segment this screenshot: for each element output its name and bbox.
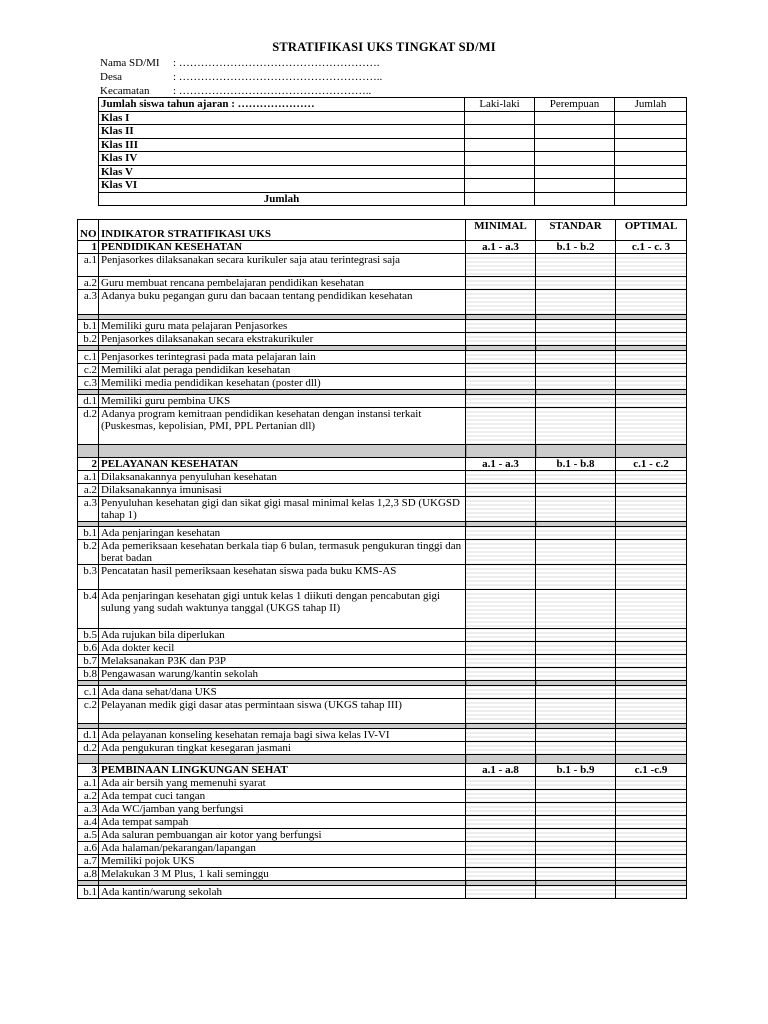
female-count-cell[interactable] (535, 179, 615, 193)
standar-check-cell[interactable] (536, 364, 616, 377)
minimal-check-cell[interactable] (466, 868, 536, 881)
indicator-code: a.4 (78, 816, 99, 829)
optimal-check-cell[interactable] (616, 484, 687, 497)
indicator-text: Memiliki guru mata pelajaran Penjasorkes (99, 320, 466, 333)
optimal-check-cell[interactable] (616, 351, 687, 364)
indicator-text: Ada kantin/warung sekolah (99, 886, 466, 899)
district-field[interactable]: : …………………………………………….. (173, 85, 372, 97)
indicator-text: Dilaksanakannya penyuluhan kesehatan (99, 471, 466, 484)
male-count-cell[interactable] (465, 152, 535, 166)
grand-total-cell[interactable] (615, 192, 687, 206)
indicator-text: Ada WC/jamban yang berfungsi (99, 803, 466, 816)
section-optimal-range: c.1 - c. 3 (616, 241, 687, 254)
total-column-header: Jumlah (615, 98, 687, 112)
standar-check-cell[interactable] (536, 790, 616, 803)
class-row (99, 138, 687, 152)
indicator-code: a.3 (78, 803, 99, 816)
section-title: PENDIDIKAN KESEHATAN (99, 241, 466, 254)
female-count-cell[interactable] (535, 152, 615, 166)
standar-check-cell[interactable] (536, 254, 616, 277)
total-count-cell[interactable] (615, 138, 687, 152)
indicator-text: Pencatatan hasil pemeriksaan kesehatan siswa pada buku KMS-AS (99, 565, 466, 590)
separator-cell (466, 755, 536, 764)
optimal-check-cell[interactable] (616, 408, 687, 445)
minimal-check-cell[interactable] (466, 590, 536, 629)
class-label: Klas I (99, 111, 465, 125)
minimal-check-cell[interactable] (466, 686, 536, 699)
minimal-check-cell[interactable] (466, 484, 536, 497)
indicator-code: b.6 (78, 642, 99, 655)
female-column-header: Perempuan (535, 98, 615, 112)
indicator-code: d.1 (78, 729, 99, 742)
separator-cell (466, 445, 536, 458)
indicator-row (78, 816, 687, 829)
minimal-check-cell[interactable] (466, 642, 536, 655)
indicator-text: Ada dokter kecil (99, 642, 466, 655)
district-line[interactable] (100, 84, 371, 98)
minimal-check-cell[interactable] (466, 629, 536, 642)
indicator-text: Penjasorkes dilaksanakan secara kurikuler saja atau terintegrasi saja (99, 254, 466, 277)
indicator-text: Ada tempat cuci tangan (99, 790, 466, 803)
optimal-check-cell[interactable] (616, 742, 687, 755)
standar-check-cell[interactable] (536, 377, 616, 390)
indicator-row (78, 333, 687, 346)
indicator-table (77, 219, 687, 899)
indicator-row (78, 254, 687, 277)
standar-check-cell[interactable] (536, 868, 616, 881)
standar-check-cell[interactable] (536, 351, 616, 364)
separator-cell (78, 755, 99, 764)
standar-check-cell[interactable] (536, 803, 616, 816)
section-standar-range: b.1 - b.9 (536, 764, 616, 777)
indicator-code: a.3 (78, 497, 99, 522)
minimal-check-cell[interactable] (466, 790, 536, 803)
minimal-check-cell[interactable] (466, 729, 536, 742)
standar-check-cell[interactable] (536, 395, 616, 408)
no-column-header: NO (78, 220, 99, 241)
class-row (99, 165, 687, 179)
standar-check-cell[interactable] (536, 565, 616, 590)
standar-check-cell[interactable] (536, 277, 616, 290)
total-row (99, 192, 687, 206)
indicator-code: b.1 (78, 886, 99, 899)
minimal-column-header: MINIMAL (466, 220, 536, 241)
optimal-check-cell[interactable] (616, 886, 687, 899)
minimal-check-cell[interactable] (466, 408, 536, 445)
indicator-row (78, 590, 687, 629)
standar-check-cell[interactable] (536, 829, 616, 842)
indicator-text: Ada dana sehat/dana UKS (99, 686, 466, 699)
indicator-row (78, 855, 687, 868)
optimal-check-cell[interactable] (616, 699, 687, 724)
indicator-text: Memiliki pojok UKS (99, 855, 466, 868)
class-row (99, 125, 687, 139)
school-name-line[interactable] (100, 56, 380, 70)
indicator-text: Pengawasan warung/kantin sekolah (99, 668, 466, 681)
standar-check-cell[interactable] (536, 886, 616, 899)
optimal-check-cell[interactable] (616, 254, 687, 277)
minimal-check-cell[interactable] (466, 527, 536, 540)
indicator-text: Memiliki media pendidikan kesehatan (poster dll) (99, 377, 466, 390)
indicator-row (78, 829, 687, 842)
minimal-check-cell[interactable] (466, 829, 536, 842)
section-row (78, 764, 687, 777)
section-minimal-range: a.1 - a.3 (466, 458, 536, 471)
optimal-check-cell[interactable] (616, 829, 687, 842)
standar-check-cell[interactable] (536, 855, 616, 868)
indicator-text: Penyuluhan kesehatan gigi dan sikat gigi masal minimal kelas 1,2,3 SD (UKGSD tahap 1) (99, 497, 466, 522)
standar-check-cell[interactable] (536, 333, 616, 346)
indicator-text: Ada penjaringan kesehatan (99, 527, 466, 540)
optimal-check-cell[interactable] (616, 333, 687, 346)
separator-cell (78, 445, 99, 458)
indicator-row (78, 320, 687, 333)
optimal-check-cell[interactable] (616, 842, 687, 855)
standar-check-cell[interactable] (536, 590, 616, 629)
minimal-check-cell[interactable] (466, 277, 536, 290)
indicator-text: Melaksanakan P3K dan P3P (99, 655, 466, 668)
optimal-check-cell[interactable] (616, 655, 687, 668)
indicator-row (78, 377, 687, 390)
female-total-cell[interactable] (535, 192, 615, 206)
row-separator (78, 445, 687, 458)
minimal-check-cell[interactable] (466, 351, 536, 364)
indicator-code: a.8 (78, 868, 99, 881)
indicator-text: Ada tempat sampah (99, 816, 466, 829)
standar-check-cell[interactable] (536, 699, 616, 724)
indicator-code: b.1 (78, 320, 99, 333)
optimal-check-cell[interactable] (616, 471, 687, 484)
optimal-check-cell[interactable] (616, 320, 687, 333)
minimal-check-cell[interactable] (466, 540, 536, 565)
standar-check-cell[interactable] (536, 777, 616, 790)
minimal-check-cell[interactable] (466, 816, 536, 829)
total-count-cell[interactable] (615, 125, 687, 139)
indicator-code: c.1 (78, 351, 99, 364)
minimal-check-cell[interactable] (466, 855, 536, 868)
indicator-row (78, 565, 687, 590)
standar-check-cell[interactable] (536, 742, 616, 755)
section-row (78, 241, 687, 254)
indicator-text: Ada halaman/pekarangan/lapangan (99, 842, 466, 855)
indicator-row (78, 668, 687, 681)
standar-check-cell[interactable] (536, 290, 616, 315)
minimal-check-cell[interactable] (466, 565, 536, 590)
class-label: Klas III (99, 138, 465, 152)
indicator-code: b.7 (78, 655, 99, 668)
minimal-check-cell[interactable] (466, 320, 536, 333)
optimal-check-cell[interactable] (616, 395, 687, 408)
total-count-cell[interactable] (615, 165, 687, 179)
minimal-check-cell[interactable] (466, 842, 536, 855)
standar-check-cell[interactable] (536, 484, 616, 497)
indicator-code: a.2 (78, 484, 99, 497)
female-count-cell[interactable] (535, 111, 615, 125)
indicator-text: Ada penjaringan kesehatan gigi untuk kelas 1 diikuti dengan pencabutan gigi sulung yang sudah waktunya tanggal (UKGS tahap II) (99, 590, 466, 629)
village-line[interactable] (100, 70, 382, 84)
optimal-check-cell[interactable] (616, 777, 687, 790)
indicator-code: a.1 (78, 254, 99, 277)
minimal-check-cell[interactable] (466, 333, 536, 346)
minimal-check-cell[interactable] (466, 254, 536, 277)
indicator-row (78, 699, 687, 724)
standar-check-cell[interactable] (536, 842, 616, 855)
section-minimal-range: a.1 - a.8 (466, 764, 536, 777)
page-title: STRATIFIKASI UKS TINGKAT SD/MI (272, 40, 496, 54)
standar-check-cell[interactable] (536, 527, 616, 540)
optimal-check-cell[interactable] (616, 855, 687, 868)
optimal-check-cell[interactable] (616, 377, 687, 390)
indicator-row (78, 527, 687, 540)
male-total-cell[interactable] (465, 192, 535, 206)
total-count-cell[interactable] (615, 152, 687, 166)
minimal-check-cell[interactable] (466, 742, 536, 755)
minimal-check-cell[interactable] (466, 395, 536, 408)
minimal-check-cell[interactable] (466, 377, 536, 390)
indicator-code: c.3 (78, 377, 99, 390)
female-count-cell[interactable] (535, 125, 615, 139)
indicator-code: b.4 (78, 590, 99, 629)
male-count-cell[interactable] (465, 138, 535, 152)
standar-check-cell[interactable] (536, 408, 616, 445)
indicator-row (78, 686, 687, 699)
minimal-check-cell[interactable] (466, 471, 536, 484)
section-optimal-range: c.1 -c.9 (616, 764, 687, 777)
standar-check-cell[interactable] (536, 320, 616, 333)
indicator-code: b.1 (78, 527, 99, 540)
class-label: Klas II (99, 125, 465, 139)
indicator-text: Memiliki guru pembina UKS (99, 395, 466, 408)
indicator-code: a.7 (78, 855, 99, 868)
minimal-check-cell[interactable] (466, 886, 536, 899)
indicator-code: d.2 (78, 408, 99, 445)
optimal-check-cell[interactable] (616, 590, 687, 629)
indicator-row (78, 395, 687, 408)
indicator-row (78, 484, 687, 497)
optimal-check-cell[interactable] (616, 668, 687, 681)
optimal-check-cell[interactable] (616, 497, 687, 522)
optimal-check-cell[interactable] (616, 803, 687, 816)
standar-column-header: STANDAR (536, 220, 616, 241)
optimal-check-cell[interactable] (616, 290, 687, 315)
separator-cell (99, 755, 466, 764)
male-count-cell[interactable] (465, 165, 535, 179)
indicator-row (78, 777, 687, 790)
indicator-code: d.1 (78, 395, 99, 408)
minimal-check-cell[interactable] (466, 668, 536, 681)
indicator-row (78, 742, 687, 755)
indicator-text: Ada rujukan bila diperlukan (99, 629, 466, 642)
minimal-check-cell[interactable] (466, 497, 536, 522)
indicator-text: Penjasorkes terintegrasi pada mata pelajaran lain (99, 351, 466, 364)
standar-check-cell[interactable] (536, 642, 616, 655)
optimal-check-cell[interactable] (616, 686, 687, 699)
indicator-text: Guru membuat rencana pembelajaran pendidikan kesehatan (99, 277, 466, 290)
indicator-row (78, 290, 687, 315)
optimal-check-cell[interactable] (616, 790, 687, 803)
village-field[interactable]: : ……………………………………………….. (173, 71, 383, 83)
section-number: 3 (78, 764, 99, 777)
optimal-check-cell[interactable] (616, 816, 687, 829)
indicator-row (78, 729, 687, 742)
indicator-row (78, 471, 687, 484)
village-label: Desa (100, 71, 122, 83)
optimal-check-cell[interactable] (616, 540, 687, 565)
indicator-code: a.2 (78, 790, 99, 803)
class-row (99, 152, 687, 166)
school-name-label: Nama SD/MI (100, 57, 160, 69)
standar-check-cell[interactable] (536, 497, 616, 522)
standar-check-cell[interactable] (536, 540, 616, 565)
indicator-text: Dilaksanakannya imunisasi (99, 484, 466, 497)
indicator-row (78, 540, 687, 565)
class-label: Klas V (99, 165, 465, 179)
indicator-column-header: INDIKATOR STRATIFIKASI UKS (99, 220, 466, 241)
indicator-text: Melakukan 3 M Plus, 1 kali seminggu (99, 868, 466, 881)
indicator-code: b.8 (78, 668, 99, 681)
indicator-code: a.6 (78, 842, 99, 855)
indicator-code: a.1 (78, 777, 99, 790)
female-count-cell[interactable] (535, 138, 615, 152)
total-count-cell[interactable] (615, 111, 687, 125)
section-minimal-range: a.1 - a.3 (466, 241, 536, 254)
minimal-check-cell[interactable] (466, 777, 536, 790)
indicator-text: Ada saluran pembuangan air kotor yang berfungsi (99, 829, 466, 842)
indicator-code: c.2 (78, 699, 99, 724)
indicator-row (78, 277, 687, 290)
indicator-code: a.2 (78, 277, 99, 290)
separator-cell (536, 755, 616, 764)
indicator-text: Penjasorkes dilaksanakan secara ekstrakurikuler (99, 333, 466, 346)
indicator-text: Memiliki alat peraga pendidikan kesehatan (99, 364, 466, 377)
male-count-cell[interactable] (465, 125, 535, 139)
indicator-code: c.1 (78, 686, 99, 699)
indicator-row (78, 408, 687, 445)
student-count-table (98, 97, 687, 206)
indicator-code: c.2 (78, 364, 99, 377)
separator-cell (99, 445, 466, 458)
female-count-cell[interactable] (535, 165, 615, 179)
indicator-row (78, 629, 687, 642)
indicator-row (78, 351, 687, 364)
male-count-cell[interactable] (465, 111, 535, 125)
indicator-text: Pelayanan medik gigi dasar atas permintaan siswa (UKGS tahap III) (99, 699, 466, 724)
standar-check-cell[interactable] (536, 729, 616, 742)
indicator-row (78, 868, 687, 881)
male-column-header: Laki-laki (465, 98, 535, 112)
separator-cell (536, 445, 616, 458)
standar-check-cell[interactable] (536, 471, 616, 484)
section-title: PELAYANAN KESEHATAN (99, 458, 466, 471)
indicator-row (78, 655, 687, 668)
section-optimal-range: c.1 - c.2 (616, 458, 687, 471)
indicator-text: Ada pengukuran tingkat kesegaran jasmani (99, 742, 466, 755)
indicator-code: a.3 (78, 290, 99, 315)
total-count-cell[interactable] (615, 179, 687, 193)
section-row (78, 458, 687, 471)
total-row-label: Jumlah (99, 192, 465, 206)
minimal-check-cell[interactable] (466, 655, 536, 668)
indicator-text: Adanya program kemitraan pendidikan kesehatan dengan instansi terkait (Puskesmas, kepolisian, PMI, PPL Pertanian dll) (99, 408, 466, 445)
optimal-check-cell[interactable] (616, 565, 687, 590)
class-label: Klas IV (99, 152, 465, 166)
indicator-row (78, 886, 687, 899)
optimal-check-cell[interactable] (616, 642, 687, 655)
optimal-check-cell[interactable] (616, 729, 687, 742)
section-title: PEMBINAAN LINGKUNGAN SEHAT (99, 764, 466, 777)
optimal-column-header: OPTIMAL (616, 220, 687, 241)
minimal-check-cell[interactable] (466, 364, 536, 377)
student-count-header: Jumlah siswa tahun ajaran : ………………… (99, 98, 465, 112)
indicator-code: b.2 (78, 540, 99, 565)
indicator-text: Ada air bersih yang memenuhi syarat (99, 777, 466, 790)
separator-cell (616, 445, 687, 458)
minimal-check-cell[interactable] (466, 699, 536, 724)
section-standar-range: b.1 - b.8 (536, 458, 616, 471)
indicator-text: Ada pemeriksaan kesehatan berkala tiap 6 bulan, termasuk pengukuran tinggi dan berat badan (99, 540, 466, 565)
indicator-row (78, 364, 687, 377)
minimal-check-cell[interactable] (466, 290, 536, 315)
optimal-check-cell[interactable] (616, 527, 687, 540)
standar-check-cell[interactable] (536, 668, 616, 681)
standar-check-cell[interactable] (536, 655, 616, 668)
optimal-check-cell[interactable] (616, 364, 687, 377)
indicator-code: b.2 (78, 333, 99, 346)
minimal-check-cell[interactable] (466, 803, 536, 816)
optimal-check-cell[interactable] (616, 277, 687, 290)
optimal-check-cell[interactable] (616, 868, 687, 881)
school-name-field[interactable]: : ………………………………………………. (173, 57, 380, 69)
indicator-code: a.5 (78, 829, 99, 842)
class-label: Klas VI (99, 179, 465, 193)
section-number: 1 (78, 241, 99, 254)
indicator-row (78, 642, 687, 655)
separator-cell (616, 755, 687, 764)
section-standar-range: b.1 - b.2 (536, 241, 616, 254)
section-number: 2 (78, 458, 99, 471)
class-row (99, 111, 687, 125)
indicator-text: Ada pelayanan konseling kesehatan remaja bagi siwa kelas IV-VI (99, 729, 466, 742)
indicator-code: a.1 (78, 471, 99, 484)
optimal-check-cell[interactable] (616, 629, 687, 642)
row-separator (78, 755, 687, 764)
indicator-code: b.3 (78, 565, 99, 590)
indicator-code: b.5 (78, 629, 99, 642)
standar-check-cell[interactable] (536, 629, 616, 642)
indicator-text: Adanya buku pegangan guru dan bacaan tentang pendidikan kesehatan (99, 290, 466, 315)
male-count-cell[interactable] (465, 179, 535, 193)
indicator-row (78, 803, 687, 816)
standar-check-cell[interactable] (536, 686, 616, 699)
indicator-row (78, 842, 687, 855)
standar-check-cell[interactable] (536, 816, 616, 829)
district-label: Kecamatan (100, 85, 150, 97)
indicator-code: d.2 (78, 742, 99, 755)
indicator-row (78, 497, 687, 522)
class-row (99, 179, 687, 193)
indicator-row (78, 790, 687, 803)
